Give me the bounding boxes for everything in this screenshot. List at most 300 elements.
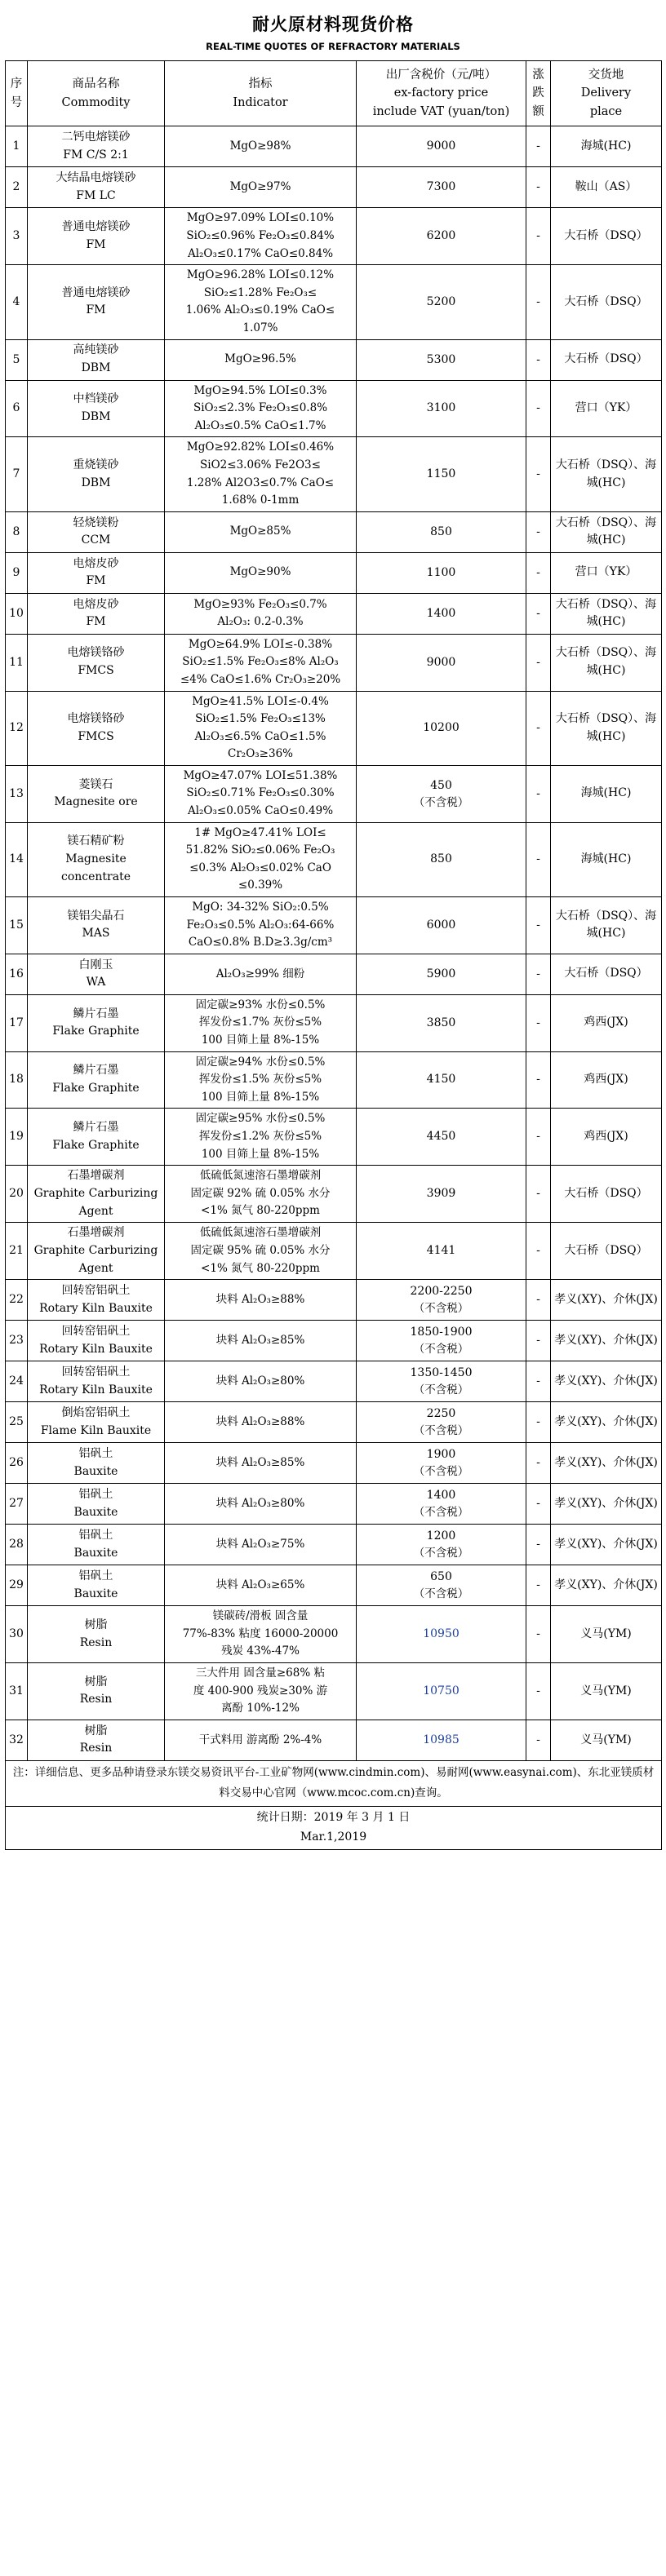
table-row xyxy=(6,1280,662,1321)
indicator-line: Al₂O₃: 0.2-0.3% xyxy=(217,615,304,629)
commodity-name-en: Graphite Carburizing Agent xyxy=(33,1243,158,1275)
stats-date xyxy=(6,1807,662,1850)
delivery-place-cell: 义马(YM) xyxy=(551,1720,662,1760)
indicator-line: 固定碳≥95% 水份≤0.5% xyxy=(195,1112,326,1126)
delivery-place-cell: 义马(YM) xyxy=(551,1663,662,1720)
indicator-line: ≤4% CaO≤1.6% Cr₂O₃≥20% xyxy=(180,672,341,686)
indicator-cell xyxy=(165,208,357,265)
price-value: 1400 xyxy=(426,606,456,620)
indicator-line: MgO≥85% xyxy=(229,524,291,538)
header-price: 出厂含税价（元/吨） ex-factory price include VAT (yuan/ton) xyxy=(357,61,526,126)
table-row xyxy=(6,1361,662,1402)
indicator-cell xyxy=(165,1166,357,1223)
price-value: 1400 xyxy=(426,1489,456,1503)
price-value: 5300 xyxy=(426,352,456,366)
price-value: 9000 xyxy=(426,655,456,669)
table-row xyxy=(6,511,662,552)
commodity-name-en: FM xyxy=(86,303,106,317)
indicator-line: 1.68% 0-1mm xyxy=(221,494,300,507)
price-value: 850 xyxy=(430,524,452,538)
price-value: 10200 xyxy=(423,721,460,735)
price-value: 10985 xyxy=(423,1733,460,1746)
price-table xyxy=(5,60,662,1850)
table-row xyxy=(6,1443,662,1484)
commodity-name-zh: 回转窑铝矾土 xyxy=(61,1365,131,1379)
commodity-name-en: Graphite Carburizing Agent xyxy=(33,1186,158,1218)
indicator-cell xyxy=(165,1443,357,1484)
change-cell: - xyxy=(526,126,551,167)
price-value: 10950 xyxy=(423,1627,460,1641)
delivery-place-cell: 营口（YK） xyxy=(551,380,662,437)
row-number: 18 xyxy=(6,1051,28,1109)
table-row xyxy=(6,265,662,339)
price-cell xyxy=(357,691,526,765)
table-row xyxy=(6,1223,662,1280)
indicator-line: Al₂O₃≤0.5% CaO≤1.7% xyxy=(194,418,326,432)
indicator-line: 块料 Al₂O₃≥85% xyxy=(215,1333,305,1347)
indicator-cell xyxy=(165,1484,357,1525)
change-cell: - xyxy=(526,167,551,208)
row-number: 23 xyxy=(6,1321,28,1361)
indicator-cell xyxy=(165,1663,357,1720)
indicator-line: 三大件用 固含量≥68% 粘 xyxy=(196,1666,325,1680)
commodity-cell xyxy=(28,1166,165,1223)
price-value: 4450 xyxy=(426,1130,456,1144)
row-number: 5 xyxy=(6,339,28,380)
row-number: 15 xyxy=(6,897,28,954)
row-number: 24 xyxy=(6,1361,28,1402)
commodity-cell xyxy=(28,994,165,1051)
indicator-line: 块料 Al₂O₃≥80% xyxy=(215,1374,305,1388)
price-value: 1850-1900 xyxy=(410,1326,473,1339)
commodity-name-en: FMCS xyxy=(78,664,114,678)
commodity-name-en: FM C/S 2:1 xyxy=(63,148,129,162)
commodity-name-zh: 电熔皮砂 xyxy=(73,597,119,611)
commodity-cell xyxy=(28,1606,165,1663)
indicator-cell xyxy=(165,765,357,822)
commodity-cell xyxy=(28,1402,165,1443)
change-cell: - xyxy=(526,765,551,822)
table-row xyxy=(6,765,662,822)
indicator-line: 固定碳 92% 硫 0.05% 水分 xyxy=(190,1186,331,1200)
change-cell: - xyxy=(526,994,551,1051)
delivery-place-cell: 孝义(XY)、介休(JX) xyxy=(551,1443,662,1484)
commodity-cell xyxy=(28,1223,165,1280)
delivery-place-cell: 大石桥（DSQ） xyxy=(551,208,662,265)
price-cell xyxy=(357,634,526,691)
commodity-cell xyxy=(28,1663,165,1720)
header-change: 涨 跌 额 xyxy=(526,61,551,126)
table-row xyxy=(6,339,662,380)
price-value: 9000 xyxy=(426,139,456,153)
table-row xyxy=(6,1109,662,1166)
commodity-cell xyxy=(28,339,165,380)
row-number: 19 xyxy=(6,1109,28,1166)
commodity-name-en: Bauxite xyxy=(73,1546,118,1560)
price-value: 3100 xyxy=(426,401,456,415)
delivery-place-cell: 鸡西(JX) xyxy=(551,994,662,1051)
commodity-name-zh: 白刚玉 xyxy=(78,958,113,972)
change-cell: - xyxy=(526,822,551,896)
stats-date-en: Mar.1,2019 xyxy=(300,1830,367,1843)
commodity-name-en: FM xyxy=(86,574,106,588)
row-number: 29 xyxy=(6,1565,28,1606)
change-cell: - xyxy=(526,1361,551,1402)
price-tax-note: （不含税） xyxy=(413,1465,469,1479)
price-cell xyxy=(357,1280,526,1321)
commodity-name-en: Flake Graphite xyxy=(52,1081,140,1095)
price-table-body xyxy=(6,126,662,1760)
commodity-name-en: FM xyxy=(86,237,106,251)
commodity-name-en: Resin xyxy=(79,1693,113,1706)
price-cell xyxy=(357,1109,526,1166)
row-number: 26 xyxy=(6,1443,28,1484)
indicator-line: SiO₂≤0.96% Fe₂O₃≤0.84% xyxy=(186,229,335,242)
price-tax-note: （不含税） xyxy=(413,1547,469,1560)
commodity-name-zh: 树脂 xyxy=(84,1618,108,1631)
table-row xyxy=(6,1565,662,1606)
commodity-name-en: Bauxite xyxy=(73,1587,118,1600)
row-number: 16 xyxy=(6,954,28,994)
indicator-line: 77%-83% 粘度 16000-20000 xyxy=(182,1627,339,1640)
price-cell xyxy=(357,1525,526,1565)
indicator-line: 块料 Al₂O₃≥65% xyxy=(215,1578,305,1591)
indicator-line: <1% 氮气 80-220ppm xyxy=(201,1204,320,1218)
price-cell xyxy=(357,1223,526,1280)
commodity-cell xyxy=(28,897,165,954)
header-place: 交货地 Delivery place xyxy=(551,61,662,126)
table-row xyxy=(6,994,662,1051)
price-tax-note: （不含税） xyxy=(413,1587,469,1601)
change-cell: - xyxy=(526,1109,551,1166)
commodity-cell xyxy=(28,167,165,208)
price-cell xyxy=(357,1565,526,1606)
commodity-name-zh: 普通电熔镁砂 xyxy=(61,220,131,234)
price-value: 650 xyxy=(430,1570,452,1584)
commodity-name-zh: 重烧镁砂 xyxy=(73,458,119,471)
indicator-line: <1% 氮气 80-220ppm xyxy=(201,1261,320,1275)
change-cell: - xyxy=(526,1484,551,1525)
change-cell: - xyxy=(526,265,551,339)
commodity-name-zh: 电熔皮砂 xyxy=(73,556,119,570)
change-cell: - xyxy=(526,1321,551,1361)
indicator-line: 挥发份≤1.2% 灰份≤5% xyxy=(198,1129,322,1143)
commodity-name-en: Bauxite xyxy=(73,1464,118,1478)
delivery-place-cell: 大石桥（DSQ）、海城(HC) xyxy=(551,897,662,954)
commodity-name-en: Flame Kiln Bauxite xyxy=(40,1423,152,1437)
commodity-name-en: Rotary Kiln Bauxite xyxy=(39,1301,153,1315)
indicator-cell xyxy=(165,265,357,339)
price-cell xyxy=(357,1166,526,1223)
indicator-line: ≤0.3% Al₂O₃≤0.02% CaO xyxy=(189,861,331,874)
commodity-cell xyxy=(28,765,165,822)
commodity-name-en: Resin xyxy=(79,1742,113,1755)
indicator-line: SiO₂≤1.5% Fe₂O₃≤13% xyxy=(195,712,326,726)
commodity-cell xyxy=(28,822,165,896)
commodity-cell xyxy=(28,1051,165,1109)
commodity-cell xyxy=(28,634,165,691)
indicator-line: SiO₂≤1.28% Fe₂O₃≤ xyxy=(203,285,317,299)
indicator-line: 残炭 43%-47% xyxy=(221,1644,300,1658)
commodity-name-en: MAS xyxy=(82,927,110,941)
commodity-name-zh: 回转窑铝矾土 xyxy=(61,1284,131,1298)
change-cell: - xyxy=(526,208,551,265)
price-value: 3909 xyxy=(426,1187,456,1201)
delivery-place-cell: 大石桥（DSQ）、海城(HC) xyxy=(551,593,662,634)
price-cell xyxy=(357,339,526,380)
price-value: 2200-2250 xyxy=(410,1285,473,1299)
table-row xyxy=(6,126,662,167)
table-row xyxy=(6,552,662,593)
indicator-line: Al₂O₃≤6.5% CaO≤1.5% xyxy=(194,729,326,743)
indicator-line: Al₂O₃≤0.17% CaO≤0.84% xyxy=(187,246,334,260)
commodity-name-zh: 高纯镁砂 xyxy=(73,343,119,357)
indicator-line: 1.06% Al₂O₃≤0.19% CaO≤ xyxy=(185,303,335,317)
indicator-line: MgO≥64.9% LOI≤-0.38% xyxy=(188,637,333,651)
price-value: 7300 xyxy=(426,180,456,194)
change-cell: - xyxy=(526,1166,551,1223)
indicator-line: SiO₂≤0.71% Fe₂O₃≤0.30% xyxy=(186,786,335,800)
indicator-line: MgO≥98% xyxy=(229,139,291,153)
indicator-line: 挥发份≤1.5% 灰份≤5% xyxy=(198,1073,322,1087)
indicator-cell xyxy=(165,954,357,994)
commodity-name-zh: 铝矾土 xyxy=(78,1569,113,1583)
indicator-line: 1.07% xyxy=(242,321,278,334)
price-value: 2250 xyxy=(426,1407,456,1421)
delivery-place-cell: 孝义(XY)、介休(JX) xyxy=(551,1565,662,1606)
commodity-name-en: Resin xyxy=(79,1635,113,1649)
row-number: 11 xyxy=(6,634,28,691)
indicator-line: MgO≥90% xyxy=(229,565,291,579)
indicator-line: 51.82% SiO₂≤0.06% Fe₂O₃ xyxy=(185,843,335,857)
indicator-cell xyxy=(165,1565,357,1606)
indicator-line: MgO: 34-32% SiO₂:0.5% xyxy=(192,901,329,914)
footer-row xyxy=(6,1807,662,1850)
price-cell xyxy=(357,1606,526,1663)
commodity-cell xyxy=(28,1109,165,1166)
price-value: 1100 xyxy=(426,565,456,579)
commodity-name-en: CCM xyxy=(81,533,111,547)
commodity-cell xyxy=(28,1443,165,1484)
price-cell xyxy=(357,897,526,954)
table-row xyxy=(6,634,662,691)
commodity-name-en: Bauxite xyxy=(73,1505,118,1519)
indicator-line: 镁碳砖/滑板 固含量 xyxy=(212,1609,309,1623)
row-number: 9 xyxy=(6,552,28,593)
indicator-line: CaO≤0.8% B.D≥3.3g/cm³ xyxy=(188,936,333,949)
indicator-cell xyxy=(165,1606,357,1663)
delivery-place-cell: 大石桥（DSQ）、海城(HC) xyxy=(551,511,662,552)
commodity-name-zh: 轻烧镁粉 xyxy=(73,516,119,529)
change-cell: - xyxy=(526,1402,551,1443)
indicator-line: 块料 Al₂O₃≥80% xyxy=(215,1496,305,1510)
table-row xyxy=(6,954,662,994)
commodity-name-en: FM xyxy=(86,615,106,629)
price-cell xyxy=(357,1443,526,1484)
table-row xyxy=(6,1321,662,1361)
commodity-name-en: Flake Graphite xyxy=(52,1025,140,1038)
indicator-cell xyxy=(165,634,357,691)
indicator-cell xyxy=(165,1402,357,1443)
price-tax-note: （不含税） xyxy=(413,1383,469,1397)
indicator-line: 块料 Al₂O₃≥85% xyxy=(215,1455,305,1469)
page-title: 耐火原材料现货价格 xyxy=(252,15,414,34)
table-row xyxy=(6,1166,662,1223)
table-row xyxy=(6,208,662,265)
row-number: 22 xyxy=(6,1280,28,1321)
commodity-name-zh: 菱镁石 xyxy=(78,777,113,791)
row-number: 6 xyxy=(6,380,28,437)
table-row xyxy=(6,1051,662,1109)
delivery-place-cell: 海城(HC) xyxy=(551,126,662,167)
commodity-cell xyxy=(28,265,165,339)
table-row xyxy=(6,1484,662,1525)
table-row xyxy=(6,437,662,511)
row-number: 32 xyxy=(6,1720,28,1760)
indicator-line: SiO₂≤1.5% Fe₂O₃≤8% Al₂O₃ xyxy=(182,655,339,669)
stats-date-zh: 统计日期：2019 年 3 月 1 日 xyxy=(256,1811,411,1825)
commodity-name-zh: 镁铝尖晶石 xyxy=(67,909,125,923)
row-number: 13 xyxy=(6,765,28,822)
commodity-name-zh: 鳞片石墨 xyxy=(73,1121,119,1135)
delivery-place-cell: 大石桥（DSQ） xyxy=(551,339,662,380)
commodity-cell xyxy=(28,1565,165,1606)
commodity-name-zh: 树脂 xyxy=(84,1724,108,1737)
indicator-line: MgO≥47.07% LOI≤51.38% xyxy=(183,768,338,782)
indicator-cell xyxy=(165,897,357,954)
change-cell: - xyxy=(526,691,551,765)
table-row xyxy=(6,593,662,634)
commodity-name-zh: 大结晶电熔镁砂 xyxy=(56,171,136,185)
commodity-cell xyxy=(28,1361,165,1402)
commodity-name-zh: 镁石精矿粉 xyxy=(67,834,125,848)
price-cell xyxy=(357,994,526,1051)
change-cell: - xyxy=(526,1525,551,1565)
commodity-name-zh: 电熔镁铬砂 xyxy=(67,646,125,660)
delivery-place-cell: 孝义(XY)、介休(JX) xyxy=(551,1402,662,1443)
header-no: 序 号 xyxy=(6,61,28,126)
delivery-place-cell: 大石桥（DSQ）、海城(HC) xyxy=(551,437,662,511)
commodity-name-zh: 鳞片石墨 xyxy=(73,1007,119,1020)
commodity-name-en: FMCS xyxy=(78,729,114,743)
note-text: 注：详细信息、更多品种请登录东镁交易资讯平台-工业矿物网(www.cindmin.com)、易耐网(www.easynai.com)、东北亚镁质材料交易中心官网（www.mcoc.com.cn)查询。 xyxy=(6,1760,662,1806)
indicator-line: MgO≥97% xyxy=(229,180,291,194)
commodity-name-en: Rotary Kiln Bauxite xyxy=(39,1342,153,1356)
commodity-cell xyxy=(28,954,165,994)
price-tax-note: （不含税） xyxy=(413,1302,469,1316)
price-value: 3850 xyxy=(426,1016,456,1029)
indicator-line: MgO≥94.5% LOI≤0.3% xyxy=(193,383,327,397)
price-value: 1200 xyxy=(426,1529,456,1543)
indicator-line: Al₂O₃≥99% 细粉 xyxy=(215,967,305,980)
change-cell: - xyxy=(526,634,551,691)
change-cell: - xyxy=(526,1606,551,1663)
row-number: 2 xyxy=(6,167,28,208)
indicator-cell xyxy=(165,380,357,437)
price-cell xyxy=(357,208,526,265)
commodity-cell xyxy=(28,437,165,511)
delivery-place-cell: 大石桥（DSQ） xyxy=(551,1166,662,1223)
change-cell: - xyxy=(526,552,551,593)
indicator-line: 固定碳≥93% 水份≤0.5% xyxy=(195,998,326,1011)
commodity-name-en: Magnesite ore xyxy=(54,795,138,809)
commodity-name-en: DBM xyxy=(81,409,111,423)
indicator-line: 1.28% Al2O3≤0.7% CaO≤ xyxy=(186,476,335,489)
delivery-place-cell: 营口（YK） xyxy=(551,552,662,593)
row-number: 12 xyxy=(6,691,28,765)
commodity-cell xyxy=(28,1321,165,1361)
price-cell xyxy=(357,822,526,896)
indicator-line: 固定碳≥94% 水份≤0.5% xyxy=(195,1055,326,1069)
price-cell xyxy=(357,1321,526,1361)
price-cell xyxy=(357,126,526,167)
indicator-cell xyxy=(165,167,357,208)
delivery-place-cell: 大石桥（DSQ） xyxy=(551,1223,662,1280)
table-row xyxy=(6,1663,662,1720)
indicator-line: 挥发份≤1.7% 灰份≤5% xyxy=(198,1016,322,1029)
price-cell xyxy=(357,265,526,339)
price-cell xyxy=(357,1402,526,1443)
delivery-place-cell: 鸡西(JX) xyxy=(551,1051,662,1109)
price-cell xyxy=(357,380,526,437)
indicator-cell xyxy=(165,1525,357,1565)
row-number: 30 xyxy=(6,1606,28,1663)
commodity-name-zh: 铝矾土 xyxy=(78,1529,113,1543)
price-value: 1350-1450 xyxy=(410,1366,473,1380)
commodity-cell xyxy=(28,511,165,552)
row-number: 25 xyxy=(6,1402,28,1443)
commodity-name-zh: 倒焰窑铝矾土 xyxy=(61,1406,131,1420)
price-value: 6200 xyxy=(426,229,456,243)
change-cell: - xyxy=(526,897,551,954)
row-number: 31 xyxy=(6,1663,28,1720)
price-tax-note: （不含税） xyxy=(413,1343,469,1357)
table-row xyxy=(6,691,662,765)
price-tax-note: （不含税） xyxy=(413,1424,469,1438)
indicator-line: 度 400-900 残炭≥30% 游 xyxy=(193,1684,328,1697)
indicator-cell xyxy=(165,1109,357,1166)
delivery-place-cell: 鞍山（AS） xyxy=(551,167,662,208)
price-cell xyxy=(357,1663,526,1720)
commodity-name-zh: 电熔镁铬砂 xyxy=(67,712,125,725)
indicator-cell xyxy=(165,126,357,167)
delivery-place-cell: 孝义(XY)、介休(JX) xyxy=(551,1484,662,1525)
change-cell: - xyxy=(526,1720,551,1760)
price-cell xyxy=(357,593,526,634)
change-cell: - xyxy=(526,1223,551,1280)
table-row xyxy=(6,1720,662,1760)
price-cell xyxy=(357,511,526,552)
row-number: 7 xyxy=(6,437,28,511)
price-value: 1150 xyxy=(426,467,456,481)
commodity-name-zh: 铝矾土 xyxy=(78,1447,113,1461)
delivery-place-cell: 鸡西(JX) xyxy=(551,1109,662,1166)
price-cell xyxy=(357,167,526,208)
change-cell: - xyxy=(526,1051,551,1109)
price-value: 5900 xyxy=(426,967,456,980)
indicator-line: MgO≥97.09% LOI≤0.10% xyxy=(186,211,335,225)
indicator-cell xyxy=(165,691,357,765)
price-cell xyxy=(357,1720,526,1760)
delivery-place-cell: 孝义(XY)、介休(JX) xyxy=(551,1280,662,1321)
change-cell: - xyxy=(526,380,551,437)
commodity-name-en: Rotary Kiln Bauxite xyxy=(39,1383,153,1396)
price-cell xyxy=(357,954,526,994)
commodity-name-zh: 鳞片石墨 xyxy=(73,1064,119,1078)
row-number: 17 xyxy=(6,994,28,1051)
commodity-name-zh: 铝矾土 xyxy=(78,1488,113,1502)
commodity-cell xyxy=(28,1525,165,1565)
